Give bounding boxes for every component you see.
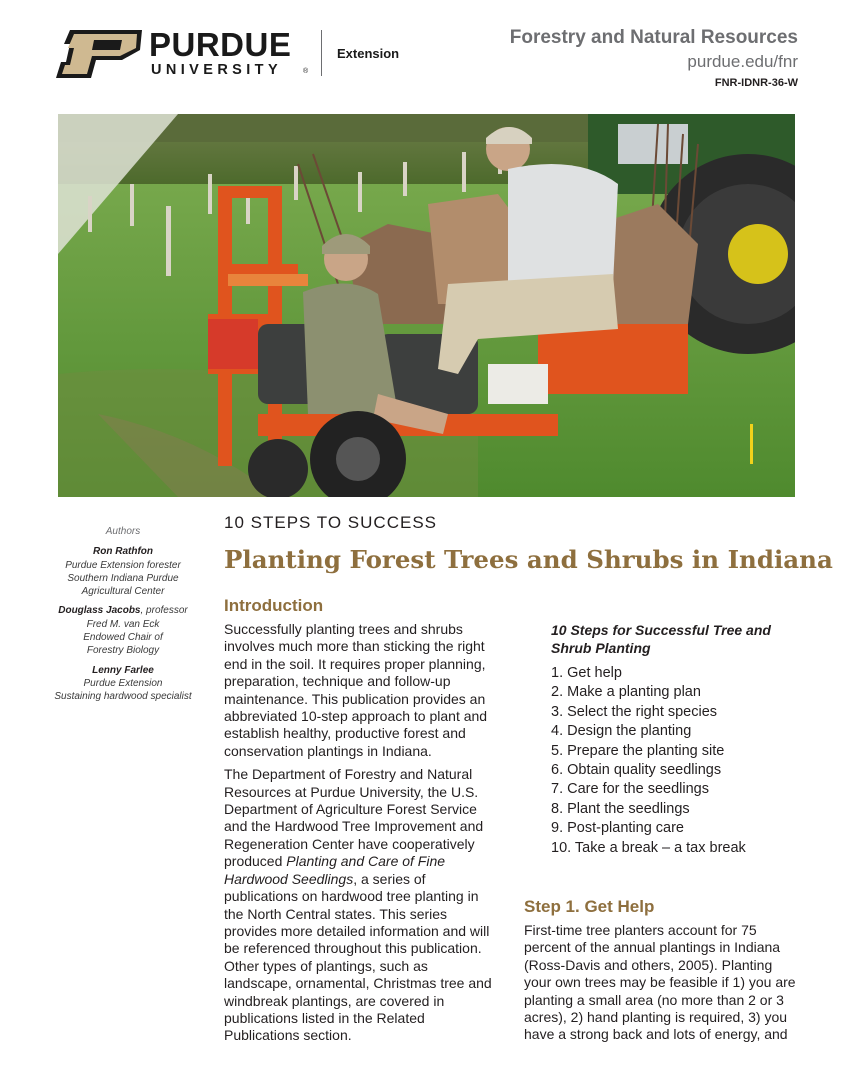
series-kicker: 10 STEPS TO SUCCESS — [224, 513, 437, 532]
intro-paragraph-2: The Department of Forestry and Natural Resources at Purdue University, the U.S. Department of Agriculture Forest Service and the Hardwood Tree Improvement and Regeneration Center have cooperatively produced Planting and Care of Fine Hardwood Seedlings, a series of publications on hardwood tree planting in the North Central states. This series provides more detailed information and will be referenced throughout this publication. Other types of plantings, such as landscape, ornamental, Christmas tree and windbreak plantings, are covered in publications listed in the Related Publications section. — [224, 766, 492, 1044]
author-line: Sustaining hardwood specialist — [54, 691, 192, 703]
steps-box-title: 10 Steps for Successful Tree and Shrub Planting — [551, 622, 771, 656]
author-name: Ron Rathfon — [93, 546, 153, 558]
author-line: Purdue Extension — [83, 677, 163, 689]
author-entry — [50, 545, 196, 598]
step-item: 10. Take a break – a tax break — [551, 839, 746, 856]
author-role: , professor — [140, 605, 188, 617]
page-title: Planting Forest Trees and Shrubs in Indiana — [224, 545, 833, 574]
page-header — [0, 0, 844, 110]
author-line: Endowed Chair of — [83, 632, 163, 644]
author-name: Lenny Farlee — [92, 664, 154, 676]
publication-code: FNR-IDNR-36-W — [714, 77, 798, 89]
step-item: 3. Select the right species — [551, 703, 718, 720]
step-item: 6. Obtain quality seedlings — [551, 762, 722, 779]
step-item: 9. Post-planting care — [551, 820, 684, 837]
author-name: Douglass Jacobs — [58, 605, 141, 617]
step1-heading: Step 1. Get Help — [524, 897, 655, 916]
tree-planter-illustration — [58, 114, 795, 497]
authors-label: Authors — [105, 526, 141, 537]
steps-list — [551, 664, 746, 858]
author-line: Fred M. van Eck — [86, 618, 160, 630]
brand-divider — [321, 30, 322, 76]
extension-label: Extension — [337, 46, 400, 61]
step-item: 4. Design the planting — [551, 723, 692, 740]
step-item: 7. Care for the seedlings — [551, 781, 709, 798]
registered-mark: ® — [303, 68, 309, 75]
author-entry — [50, 604, 196, 657]
purdue-p-logo — [56, 30, 142, 78]
introduction-heading: Introduction — [224, 596, 324, 615]
hero-photo — [58, 114, 795, 497]
step-item: 8. Plant the seedlings — [551, 800, 690, 817]
step1-body: First-time tree planters account for 75 percent of the annual plantings in Indiana (Ross-Davis and others, 2005). Planting your own trees may be feasible if 1) you are planting a small area (no more than 2 or 3 acres), 2) hand planting is required, 3) you have a strong back and lots of energy, and — [524, 922, 796, 1043]
department-url[interactable]: purdue.edu/fnr — [687, 52, 798, 71]
publication-series-title: Planting and Care of Fine Hardwood Seedlings — [224, 853, 446, 887]
authors-sidebar — [50, 525, 196, 710]
intro-paragraph-1: Successfully planting trees and shrubs involves much more than sticking the right end in the soil. It requires proper planning, preparation, technique and follow-up maintenance. This publication provides an abbreviated 10-step approach to plant and establish healthy, productive forest and conservation plantings in Indiana. — [224, 621, 488, 759]
step-item: 1. Get help — [551, 665, 622, 681]
author-entry — [50, 664, 196, 704]
brand-name: PURDUE — [149, 26, 292, 63]
author-line: Purdue Extension forester — [65, 559, 181, 571]
introduction-body — [224, 621, 496, 1051]
department-name: Forestry and Natural Resources — [509, 27, 798, 48]
step-item: 5. Prepare the planting site — [551, 742, 725, 759]
author-line: Agricultural Center — [81, 586, 165, 598]
author-line: Southern Indiana Purdue — [67, 572, 179, 584]
author-line: Forestry Biology — [86, 645, 160, 657]
step-item: 2. Make a planting plan — [551, 684, 701, 701]
brand-subtitle: UNIVERSITY — [151, 62, 283, 78]
